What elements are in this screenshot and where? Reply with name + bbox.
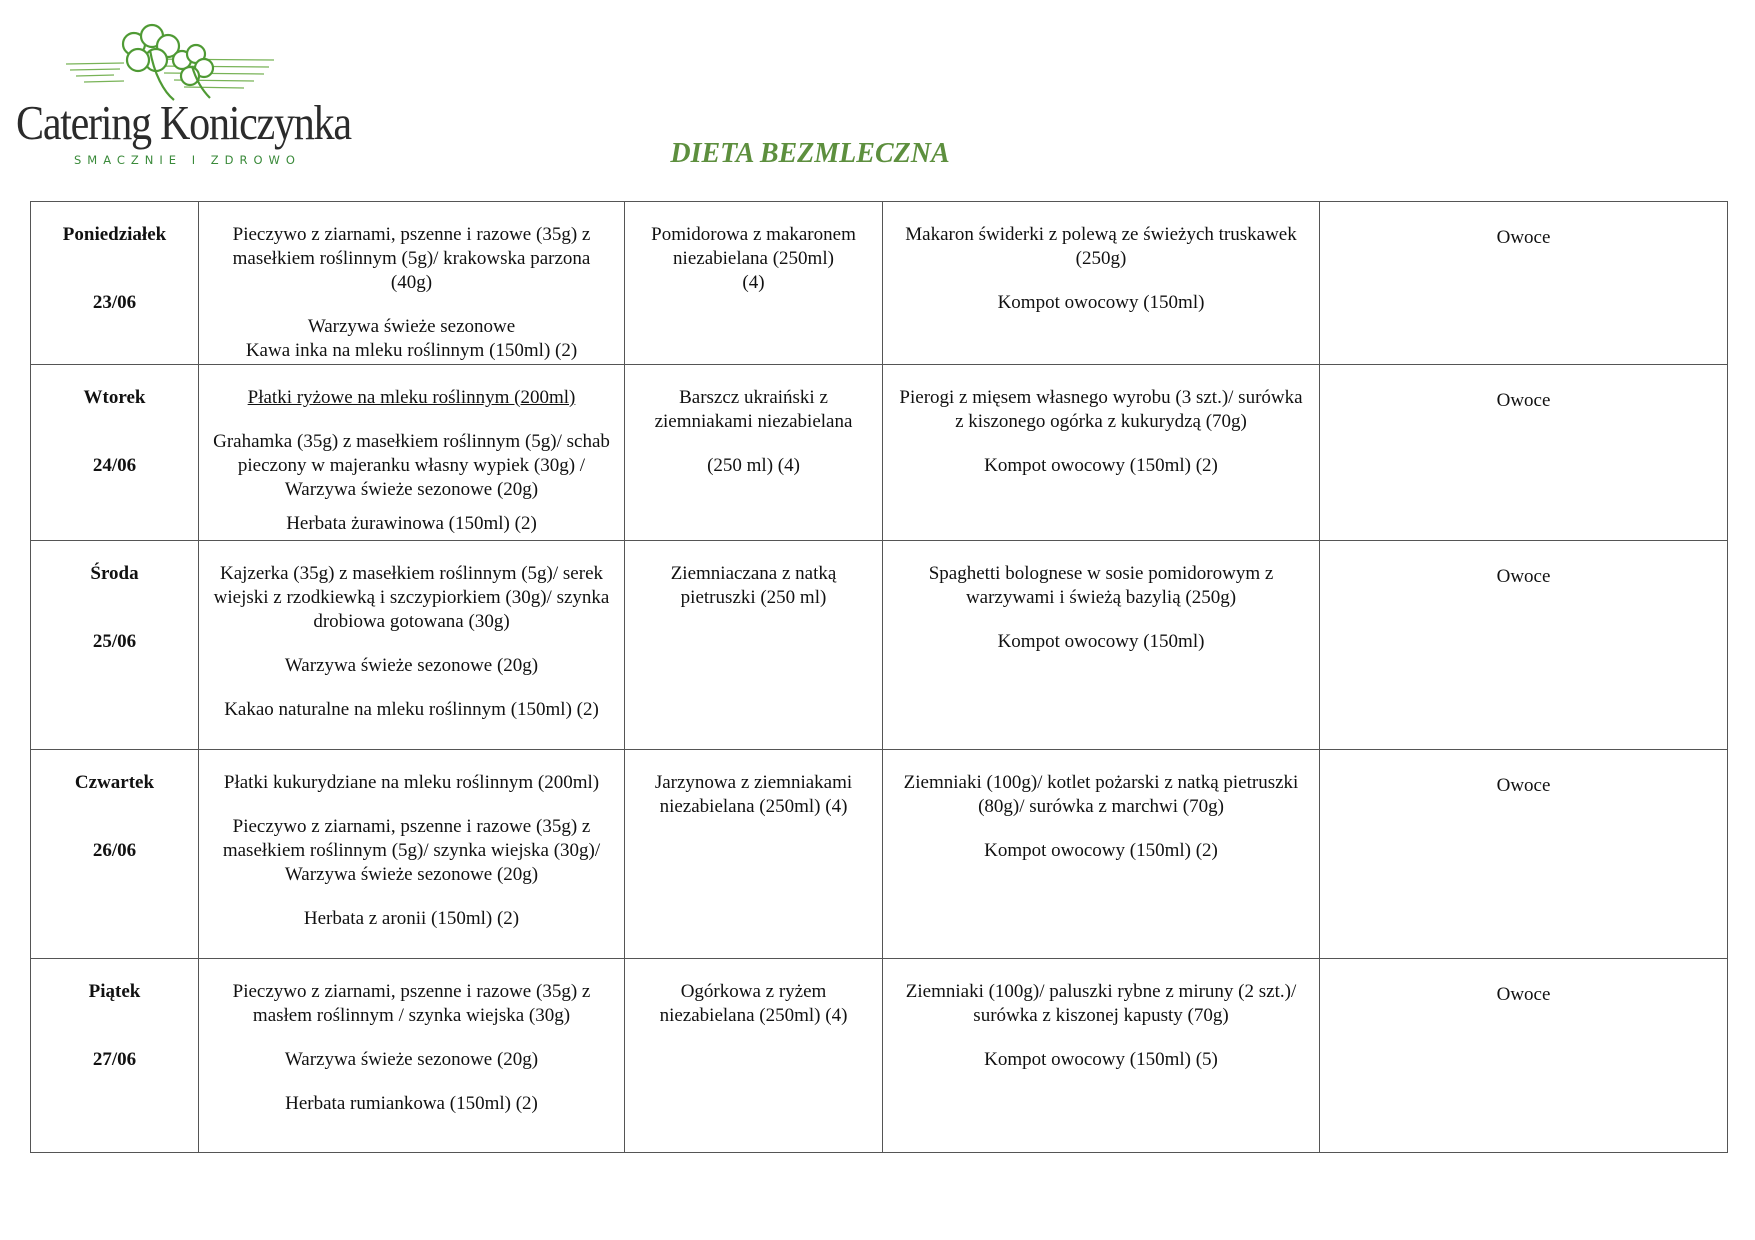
soup-item: Ziemniaczana z natką pietruszki (250 ml)	[670, 563, 837, 608]
table-row	[31, 365, 1728, 541]
main-item: Kompot owocowy (150ml)	[997, 631, 1205, 652]
breakfast-cell	[199, 541, 625, 750]
snack-item: Owoce	[1496, 390, 1551, 411]
day-name: Środa	[90, 563, 139, 584]
table-row	[31, 959, 1728, 1153]
day-name: Poniedziałek	[62, 224, 167, 245]
day-cell	[31, 202, 199, 365]
main-cell	[883, 541, 1320, 750]
main-cell	[883, 365, 1320, 541]
soup-item: Ogórkowa z ryżem niezabielana (250ml) (4)	[659, 981, 848, 1026]
snack-item: Owoce	[1496, 984, 1551, 1005]
breakfast-item: Pieczywo z ziarnami, pszenne i razowe (35g) z masełkiem roślinnym (5g)/ szynka wiejska (30g)/ Warzywa świeże sezonowe (20g)	[222, 816, 601, 885]
soup-cell	[625, 750, 883, 959]
day-cell	[31, 750, 199, 959]
soup-cell	[625, 959, 883, 1153]
snack-cell	[1320, 959, 1728, 1153]
table-row	[31, 202, 1728, 365]
snack-item: Owoce	[1496, 566, 1551, 587]
catering-logo	[14, 14, 351, 174]
main-item: Ziemniaki (100g)/ paluszki rybne z miruny (2 szt.)/ surówka z kiszonej kapusty (70g)	[905, 981, 1297, 1026]
snack-cell	[1320, 202, 1728, 365]
soup-item: Barszcz ukraiński z ziemniakami niezabielana	[654, 387, 853, 432]
day-date: 24/06	[92, 455, 137, 476]
page-title: DIETA BEZMLECZNA	[670, 138, 950, 169]
menu-table	[30, 201, 1728, 1153]
snack-item: Owoce	[1496, 775, 1551, 796]
snack-item: Owoce	[1496, 227, 1551, 248]
snack-cell	[1320, 750, 1728, 959]
day-date: 25/06	[92, 631, 137, 652]
day-date: 23/06	[92, 292, 137, 313]
main-cell	[883, 202, 1320, 365]
soup-cell	[625, 202, 883, 365]
breakfast-cell	[199, 202, 625, 365]
logo-name: Catering Koniczynka	[16, 95, 351, 150]
breakfast-cell	[199, 365, 625, 541]
breakfast-item: Kawa inka na mleku roślinnym (150ml) (2)	[245, 340, 578, 361]
table-row	[31, 541, 1728, 750]
breakfast-cell	[199, 959, 625, 1153]
main-item: Kompot owocowy (150ml)	[997, 292, 1205, 313]
soup-item: Pomidorowa z makaronem niezabielana (250ml)	[651, 224, 856, 269]
breakfast-item: Płatki ryżowe na mleku roślinnym (200ml)	[247, 387, 576, 408]
breakfast-item: Herbata rumiankowa (150ml) (2)	[285, 1093, 538, 1114]
main-item: Spaghetti bolognese w sosie pomidorowym z warzywami i świeżą bazylią (250g)	[928, 563, 1274, 608]
soup-item: Jarzynowa z ziemniakami niezabielana (250ml) (4)	[654, 772, 853, 817]
breakfast-item: Kajzerka (35g) z masełkiem roślinnym (5g)/ serek wiejski z rzodkiewką i szczypiorkiem (30g)/ szynka drobiowa gotowana (30g)	[213, 563, 610, 632]
snack-cell	[1320, 541, 1728, 750]
day-name: Czwartek	[74, 772, 155, 793]
main-item: Makaron świderki z polewą ze świeżych truskawek (250g)	[905, 224, 1297, 269]
soup-cell	[625, 541, 883, 750]
table-row	[31, 750, 1728, 959]
breakfast-item: Grahamka (35g) z masełkiem roślinnym (5g)/ schab pieczony w majeranku własny wypiek (30g) / Warzywa świeże sezonowe (20g)	[213, 431, 610, 500]
day-date: 26/06	[92, 840, 137, 861]
logo-tagline: SMACZNIE I ZDROWO	[74, 153, 301, 167]
day-name: Wtorek	[83, 387, 146, 408]
day-cell	[31, 959, 199, 1153]
main-item: Kompot owocowy (150ml) (2)	[984, 840, 1218, 861]
main-cell	[883, 959, 1320, 1153]
breakfast-item: Warzywa świeże sezonowe (20g)	[284, 655, 539, 676]
main-item: Pierogi z mięsem własnego wyrobu (3 szt.)/ surówka z kiszonego ogórka z kukurydzą (70g)	[899, 387, 1303, 432]
soup-cell	[625, 365, 883, 541]
day-name: Piątek	[88, 981, 141, 1002]
breakfast-item: Warzywa świeże sezonowe (20g)	[284, 1049, 539, 1070]
breakfast-item: Pieczywo z ziarnami, pszenne i razowe (35g) z masłem roślinnym / szynka wiejska (30g)	[232, 981, 591, 1026]
breakfast-item: Pieczywo z ziarnami, pszenne i razowe (35g) z masełkiem roślinnym (5g)/ krakowska parzona (40g)	[232, 224, 591, 293]
day-cell	[31, 541, 199, 750]
soup-item: (4)	[742, 272, 765, 293]
day-date: 27/06	[92, 1049, 137, 1070]
main-cell	[883, 750, 1320, 959]
snack-cell	[1320, 365, 1728, 541]
main-item: Ziemniaki (100g)/ kotlet pożarski z natką pietruszki (80g)/ surówka z marchwi (70g)	[903, 772, 1299, 817]
breakfast-item: Herbata z aronii (150ml) (2)	[303, 908, 520, 929]
breakfast-item: Herbata żurawinowa (150ml) (2)	[286, 513, 537, 534]
breakfast-item: Płatki kukurydziane na mleku roślinnym (200ml)	[223, 772, 600, 793]
breakfast-item: Warzywa świeże sezonowe	[307, 316, 516, 337]
breakfast-item: Kakao naturalne na mleku roślinnym (150ml) (2)	[224, 699, 599, 720]
main-item: Kompot owocowy (150ml) (2)	[984, 455, 1218, 476]
breakfast-cell	[199, 750, 625, 959]
main-item: Kompot owocowy (150ml) (5)	[984, 1049, 1218, 1070]
day-cell	[31, 365, 199, 541]
soup-item: (250 ml) (4)	[707, 455, 800, 476]
